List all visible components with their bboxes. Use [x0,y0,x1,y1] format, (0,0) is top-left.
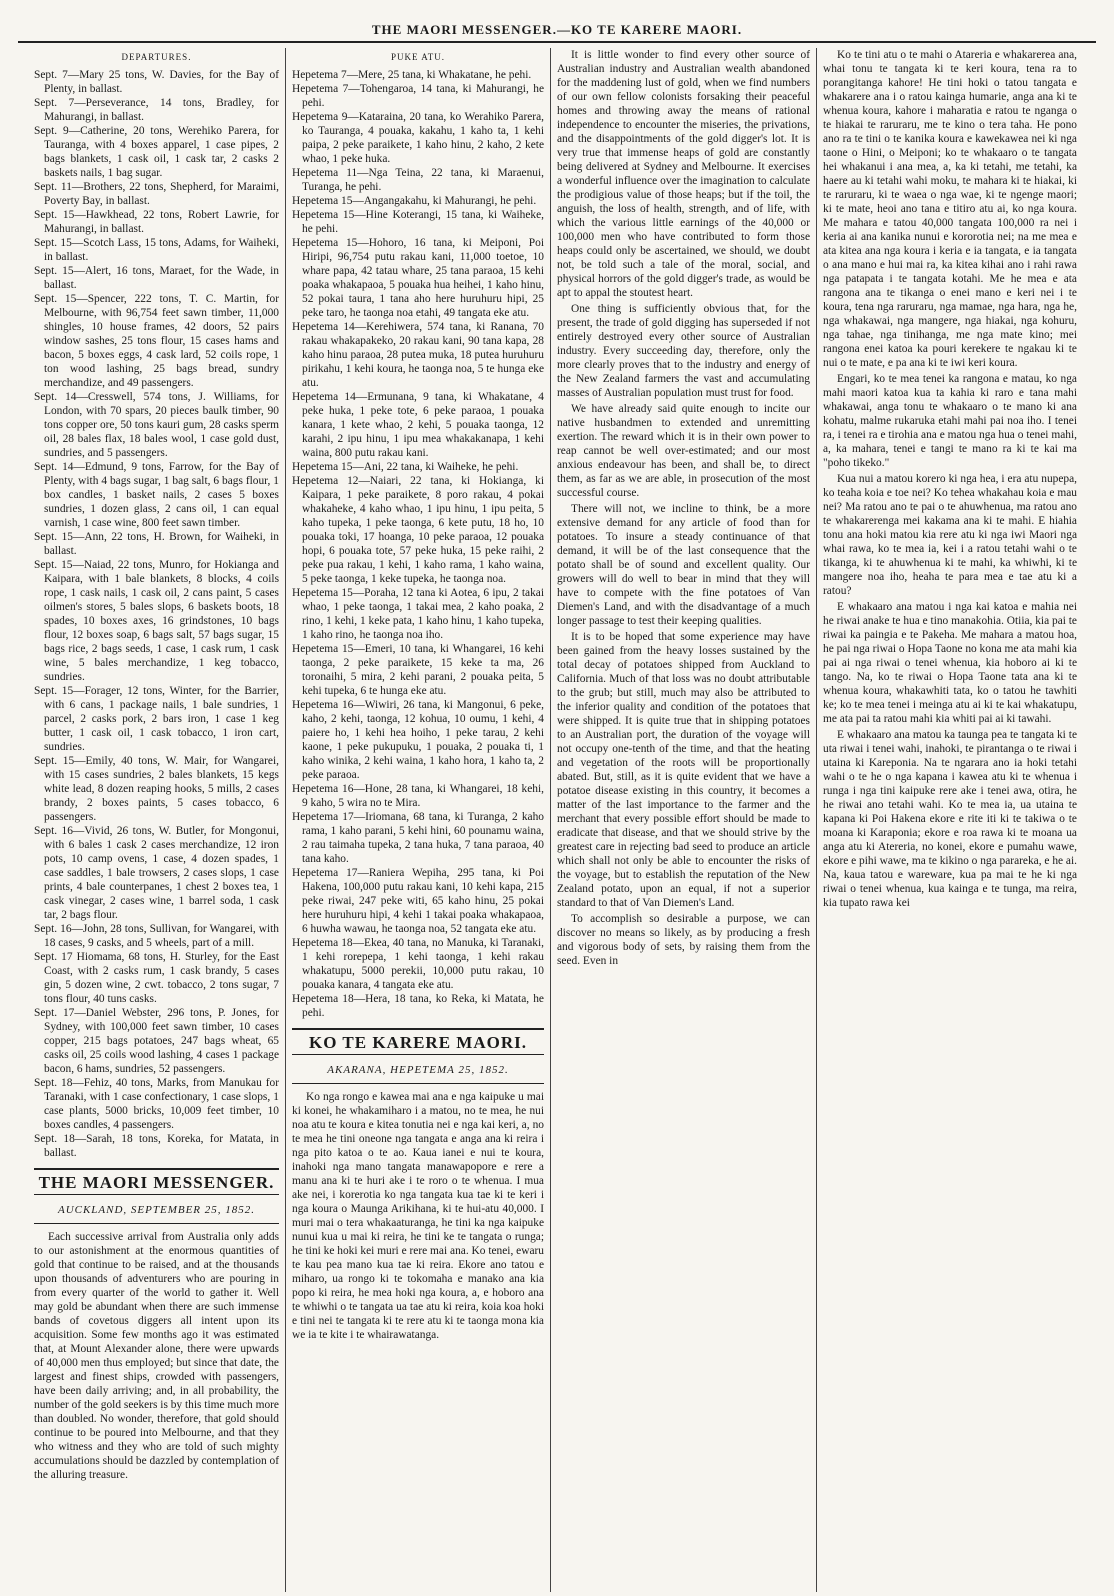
english-paragraph: To accomplish so desirable a purpose, we can discover no means so likely, as by producing a fresh and vigorous body of sets, by raising them from the seed. Even in [557,913,810,967]
shipping-entry: Sept. 18—Fehiz, 40 tons, Marks, from Manukau for Taranaki, with 1 case confectionary, 1 case slops, 1 case plants, 5000 bricks, 10,009 feet timber, 10 boxes candles, 4 passengers. [34,1077,279,1131]
shipping-entry: Hepetema 17—Iriomana, 68 tana, ki Turanga, 2 kaho rama, 1 kaho parani, 5 kehi hini, 60 pounamu waina, 2 rau taimaha tupeka, 2 tana huka, 7 tana paraoa, 40 tana kaho. [292,811,544,865]
english-paragraph: Each successive arrival from Australia only adds to our astonishment at the enormous quantities of gold that continue to be raised, and at the thousands upon thousands of adventurers who are pouring in from every quarter of the world to gather it. Well may gold be abundant when there are such immense bands of covetous diggers all intent upon its acquisition. Some few months ago it was estimated that, at Mount Alexander alone, there were upwards of 40,000 men thus employed; but since that date, the largest and finest ships, crowded with passengers, have been daily arriving; and, in all probability, the number of the gold seekers is by this time much more than doubled. No wonder, therefore, that gold should continue to be poured into Melbourne, and that they who witness and they who are told of such mighty accumulations should be dazzled by contemplation of the alluring treasure. [34,1231,279,1481]
shipping-entry: Sept. 15—Spencer, 222 tons, T. C. Martin, for Melbourne, with 96,754 feet sawn timber, 11,000 shingles, 10 house frames, 42 doors, 52 pairs window sashes, 25 tons flour, 15 cases hams and bacon, 5 boxes eggs, 4 cask lard, 52 coils rope, 1 ton wood lashing, 25 bags bread, sundry merchandize, and 49 passengers. [34,293,279,389]
column-1 [28,48,286,1592]
shipping-entry: Hepetema 12—Naiari, 22 tana, ki Hokianga, ki Kaipara, 1 peke paraikete, 8 poro rakau, 4 pokai whakaheke, 4 kaho whao, 1 ipu hinu, 1 ipu peita, 5 kaho tupeka, 1 peke taonga, 6 kete putu, 18 ho, 10 pouaka toki, 17 hoanga, 10 peke paraoa, 12 pouaka hopi, 6 pouaka tote, 57 peke huka, 15 peke raihi, 2 peke pua rakau, 1 kehi, 1 kaho rama, 1 kaho waina, 5 peke taonga, 1 keke tupeka, he taonga noa. [292,475,544,585]
english-paragraph: One thing is sufficiently obvious that, for the present, the trade of gold digging has superseded if not entirely destroyed every other source of Australian industry. Every succeeding day, therefore, only the more clearly proves that to the industry and energy of the New Zealand farmers the vast and accumulating masses of Australian population must trust for food. [557,303,810,399]
shipping-entry: Sept. 15—Forager, 12 tons, Winter, for the Barrier, with 6 cans, 1 package nails, 1 bale sundries, 1 parcel, 2 casks pork, 2 bars iron, 1 case 1 keg butter, 1 cask oil, 1 cask tobacco, 1 iron cart, sundries. [34,685,279,753]
maori-paragraph: E whakaaro ana matou i nga kai katoa e mahia nei he riwai anake te hua e tino manakohia. Otiia, kia pai te riwai ka paingia e te Pakeha. Me mahara a matou hoa, he pai nga riwai o Hopa Taone no kona me ata mahi kia pai ai nga riwai o tenei whenua, kia hoboro ai ki te tango. Na, ko te riwai o Hopa Taone tata ana ki te whenua koura, whakawhiti tata, ko o tatou he tawhiti ke; ko te mea tenei i meinga atu ai ki te kai whakatupu, me ata pai ta ratou mahi kia whiti pai ai ki tawahi. [823,601,1077,725]
shipping-entry: Hepetema 15—Emeri, 10 tana, ki Whangarei, 16 kehi taonga, 2 peke paraikete, 15 keke ta ma, 26 toronaihi, 5 mira, 2 kehi parani, 2 pouaka peita, 5 kehi tupeka, 6 te hunga eke atu. [292,643,544,697]
shipping-entry: Hepetema 15—Poraha, 12 tana ki Aotea, 6 ipu, 2 takai whao, 1 peke taonga, 1 takai mea, 2 kaho poaka, 2 rino, 1 kehi, 1 keke pata, 1 kaho hinu, 1 kaho tupeka, 1 kaho rino, he taonga noa iho. [292,587,544,641]
maori-paragraph: Kua nui a matou korero ki nga hea, i era atu nupepa, ko teaha koia e toe nei? Ko tehea whakahau koia e mau nei? Ma ratou ano te pai o te ahuwhenua, ma ratou ano te whakarerenga mei kakama ana ki te mahi. E hiahia tonu ana hoki matou kia rere atu ki nga iwi Maori nga whai rawa, ko te mea ia, kei i a ratou tetahi wahi o te tikanga, ki te ahuwhenua ki te mahi, ka whiwhi, ki te mangere noa iho, heaha te para mea e tae atu ki a ratou? [823,473,1077,597]
maori-masthead: KO TE KARERE MAORI. [309,1033,527,1052]
english-dateline: AUCKLAND, SEPTEMBER 25, 1852. [34,1195,279,1224]
shipping-entry: Sept. 7—Perseverance, 14 tons, Bradley, for Mahurangi, in ballast. [34,97,279,123]
shipping-entry: Sept. 17—Daniel Webster, 296 tons, P. Jones, for Sydney, with 100,000 feet sawn timber, 10 cases copper, 215 bags potatoes, 247 bags wheat, 65 casks oil, 25 coils wood lashing, 4 cases 1 package bacon, 6 hams, sundries, 52 passengers. [34,1007,279,1075]
shipping-entry: Hepetema 15—Hohoro, 16 tana, ki Meiponi, Poi Hiripi, 96,754 putu rakau kani, 11,000 toetoe, 10 whare papa, 42 tatau whare, 25 tana paraoa, 15 kehi poaka whakapaoa, 5 pouaka hua heihei, 1 kaho hinu, 52 pokai taura, 1 tana aho here huruhuru hipi, 25 peke taro, he taonga noa etahi, 49 tangata eke atu. [292,237,544,319]
shipping-entry: Hepetema 7—Mere, 25 tana, ki Whakatane, he pehi. [292,69,532,81]
shipping-entry: Sept. 17 Hiomama, 68 tons, H. Sturley, for the East Coast, with 2 casks rum, 1 cask brandy, 5 cases gin, 5 dozen wine, 2 cwt. tobacco, 2 tons sugar, 7 tons flour, 40 tuns casks. [34,951,279,1005]
shipping-entry: Hepetema 17—Raniera Wepiha, 295 tana, ki Poi Hakena, 100,000 putu rakau kani, 10 kehi kapa, 215 peke riwai, 247 peke witi, 65 kaho hinu, 25 pokai here huruhuru hipi, 4 kehi 1 takai poaka whakapaoa, 6 huwha wawau, he taonga noa, 52 tangata eke atu. [292,867,544,935]
shipping-entry: Sept. 15—Scotch Lass, 15 tons, Adams, for Waiheki, in ballast. [34,237,279,263]
shipping-entry: Sept. 15—Emily, 40 tons, W. Mair, for Wangarei, with 15 cases sundries, 2 bales blankets, 15 kegs white lead, 8 dozen reaping hooks, 5 mills, 2 cases brandy, 2 boxes paints, 5 cases tobacco, 6 passengers. [34,755,279,823]
shipping-entry: Sept. 16—John, 28 tons, Sullivan, for Wangarei, with 18 cases, 9 casks, and 5 wheels, part of a mill. [34,923,279,949]
columns [28,48,1096,1592]
english-masthead-box [34,1168,279,1195]
shipping-entry: Hepetema 16—Hone, 28 tana, ki Whangarei, 18 kehi, 9 kaho, 5 wira no te Mira. [292,783,544,809]
shipping-entry: Sept. 7—Mary 25 tons, W. Davies, for the Bay of Plenty, in ballast. [34,69,279,95]
shipping-entry: Sept. 15—Naiad, 22 tons, Munro, for Hokianga and Kaipara, with 1 bale blankets, 8 blocks, 4 coils rope, 1 cask nails, 1 cask oil, 2 cans paint, 5 cases oilmen's stores, 5 bales slops, 6 baskets boots, 18 spades, 10 boxes axes, 16 grindstones, 10 bags flour, 12 boxes soap, 6 bags salt, 57 bags sugar, 15 bags rice, 2 bags seeds, 1 case, 1 cask rum, 1 cask wine, 5 bales merchandize, 1 keg tobacco, sundries. [34,559,279,683]
shipping-entry: Hepetema 16—Wiwiri, 26 tana, ki Mangonui, 6 peke, kaho, 2 kehi, taonga, 12 kohua, 10 oumu, 1 kehi, 4 paiere ho, 1 kehi hea hoiho, 1 peke tarau, 2 kehi kaone, 1 peke pukupuku, 1 pouaka, 2 pouaka ti, 1 kaho winika, 2 kehi waina, 1 kaho hora, 1 kaho ta, 2 peke paraoa. [292,699,544,781]
shipping-entry: Sept. 16—Vivid, 26 tons, W. Butler, for Mongonui, with 6 bales 1 cask 2 cases merchandize, 12 iron pots, 10 camp ovens, 1 case, 4 dozen spades, 1 case saddles, 1 bale trowsers, 2 cases slops, 1 case prints, 4 bale counterpanes, 1 chest 2 boxes tea, 1 cask vinegar, 2 cases wine, 1 barrel soda, 1 cask tar, 2 bags flour. [34,825,279,921]
shipping-entry: Hepetema 9—Kataraina, 20 tana, ko Werahiko Parera, ko Tauranga, 4 pouaka, kakahu, 1 kaho ta, 1 kehi paipa, 2 peke paraikete, 1 kaho hinu, 2 kaho, 2 kete whao, 1 peke huka. [292,111,544,165]
shipping-entry: Hepetema 15—Angangakahu, ki Mahurangi, he pehi. [292,195,537,207]
shipping-entry: Sept. 18—Sarah, 18 tons, Koreka, for Matata, in ballast. [34,1133,279,1159]
shipping-entry: Sept. 15—Alert, 16 tons, Maraet, for the Wade, in ballast. [34,265,279,291]
shipping-entry: Sept. 14—Edmund, 9 tons, Farrow, for the Bay of Plenty, with 4 bags sugar, 1 bag salt, 6 bags flour, 1 box candles, 1 basket nails, 2 cases 5 boxes sundries, 1 dozen glass, 2 cans oil, 1 can equal varnish, 1 case wine, 800 feet sawn timber. [34,461,279,529]
shipping-entry: Sept. 15—Ann, 22 tons, H. Brown, for Waiheki, in ballast. [34,531,279,557]
column-3 [551,48,817,1592]
shipping-entry: Hepetema 18—Ekea, 40 tana, no Manuka, ki Taranaki, 1 kehi rorepepa, 1 kehi taonga, 1 kehi rakau whakatupu, 5000 perekii, 10,000 putu rakau, 10 pouaka kanara, 4 tangata eke atu. [292,937,544,991]
departures-list [34,68,279,1160]
shipping-entry: Hepetema 15—Ani, 22 tana, ki Waiheke, he pehi. [292,461,519,473]
column-4 [817,48,1083,1592]
english-paragraph: There will not, we incline to think, be a more extensive demand for any article of food than for potatoes. To insure a steady continuance of that demand, it will be of the last consequence that the potato shall be of sound and excellent quality. Our growers will do well to bear in mind that they will have to compete with the fine potatoes of Van Diemen's Land, and with the disadvantage of a much longer passage to test their keeping qualities. [557,503,810,627]
puke-atu-list [292,68,544,1020]
shipping-entry: Hepetema 18—Hera, 18 tana, ko Reka, ki Matata, he pehi. [292,993,544,1019]
english-paragraph: It is little wonder to find every other source of Australian industry and Australian wealth abandoned for the maddening lust of gold, when we find numbers of our own fellow colonists forsaking their peaceful homes and throwing away the means of rational independence to encounter the miseries, the privations, and the disappointments of the gold digger's lot. It is very true that immense heaps of gold are constantly being delivered at Sydney and Melbourne. It exercises a wonderful influence over the imagination to calculate the prodigious value of those heaps; but if the toil, the anguish, the loss of health, strength, and of life, with which the various little earnings of the 40,000 or 100,000 men who have contributed to form those heaps could only be ascertained, we should, we doubt not, be told such a tale of the moral, social, and physical horrors of the gold digger's trade, as would be apt to appal the stoutest heart. [557,49,810,299]
shipping-entry: Hepetema 7—Tohengaroa, 14 tana, ki Mahurangi, he pehi. [292,83,544,109]
maori-dateline: AKARANA, HEPETEMA 25, 1852. [292,1055,544,1084]
maori-paragraph: E whakaaro ana matou ka taunga pea te tangata ki te uta riwai i tenei wahi, inahoki, te pirantanga o te riwai i utaina ki Kareponia. Na te ngarara ano ia hoki tetahi wahi o te he o nga kapana i kawea atu ki te whenua i runga i nga tini kaipuke rere ake i tenei awa, otira, he he riwai ano tetahi wahi. Ko te mea ia, ua utaina te kapana ki Poi Hakena ekore e rite iti ki te takiwa o te moana ki Karaponia; ekore e roa rawa ki te moana ua anga atu ki Atereria, no konei, ekore e pumahu wawe, ekore e pihi wawe, ma te kikino o nga parareka, e he ai. Na, kaua tatou e wareware, kua pa mai te he ki nga riwai o tenei whenua, kua kainga e te tunga, ma reira, kia tupato rawa kei [823,729,1077,909]
english-masthead: THE MAORI MESSENGER. [38,1173,275,1192]
shipping-entry: Hepetema 14—Kerehiwera, 574 tana, ki Ranana, 70 rakau whakapakeko, 20 rakau kani, 90 tana kapa, 28 kaho hinu paraoa, 28 putea muka, 18 putea huruhuru pirikahu, 1 kehi koura, he taonga noa, 5 te hunga eke atu. [292,321,544,389]
shipping-entry: Hepetema 14—Ermunana, 9 tana, ki Whakatane, 4 peke huka, 1 peke tote, 6 peke paraoa, 1 pouaka kanara, 1 kete whao, 2 kehi, 5 pouaka taonga, 12 karahi, 2 ipu hinu, 1 ipu mea whakakanapa, 1 kehi waina, 800 putu rakau kani. [292,391,544,459]
column-2 [286,48,551,1592]
shipping-entry: Sept. 11—Brothers, 22 tons, Shepherd, for Maraimi, Poverty Bay, in ballast. [34,181,279,207]
english-paragraph: It is to be hoped that some experience may have been gained from the heavy losses sustained by the total decay of potatoes shipped from Auckland to California. Much of that loss was no doubt attributable to the grub; but still, much may also be attributed to the inferior quality and condition of the potatoes that were shipped. It is quite true that in shipping potatoes to an Australian port, the duration of the voyage will not occupy one-tenth of the time, and that the heating and vegetation of the roots will be proportionally abated. But, still, as it is quite evident that we have a potatoe disease existing in this country, it becomes a matter of the last importance to the farmer and the merchant that every possible effort should be made to eradicate that disease, and that we should strive by the greatest care in rejecting bad seed to produce an article which shall not only be able to encounter the risks of the voyage, but to establish the reputation of the New Zealand potato, upon an equal, if not a superior standard to that of Van Diemen's Land. [557,631,810,909]
maori-masthead-box [292,1028,544,1055]
shipping-entry: Hepetema 15—Hine Koterangi, 15 tana, ki Waiheke, he pehi. [292,209,544,235]
puke-atu-heading: PUKE ATU. [390,52,445,62]
running-head: THE MAORI MESSENGER.—KO TE KARERE MAORI. [18,0,1096,43]
maori-paragraph: Ko te tini atu o te mahi o Atareria e whakarerea ana, whai tonu te tangata ki te keri koura, tena ra to porangitanga kahore! He tini hoki o tatou tangata e whakarere ana i o ratou kainga humarie, anga ana ki te whenua koura, kahore i maharatia e ratou te nganga o te hiakai te raruraru, me te kino o tera taha. He pono ano ra te tini o te kanika koura e kawekawea nei ki nga taone o Hini, o Meiponi; ko te whakaaro o te tangata hei whakanui i ana mea, a, ka ki tetahi, me tetahi, ka haere au ki tetahi wahi moku, te mahara ki te hiakai, ki te raruraru, ki te waea o nga wae, ki te ngenge maori; ki te mate, heoi ano tana e titiro atu ai, ko nga koura. Me mahara e tatou 40,000 tangata 100,000 ra nei i keria ai ana kanika nunui e kororotia nei; na me mea e ata kitea ana nga koura i keria e ia tangata, e ia tangata o ana mano e hui mai ra, ka kitea kihai ano i rahi rawa nga patapata i te tangata kotahi. Me he mea e ata rangona ana te tikanga o enei mano e keri nei i te koura, tena nga raruraru, nga mamae, nga hara, nga he, nga whakawai, nga mangere, nga hiakai, nga kohuru, nga tahae, nga tinihanga, me nga mate kino; mei rangona enei katoa ka pouri kerekere te ngakau ki te nui o te mate, e pa ana ki te iwi keri koura. [823,49,1077,369]
shipping-entry: Hepetema 11—Nga Teina, 22 tana, ki Maraenui, Turanga, he pehi. [292,167,544,193]
shipping-entry: Sept. 9—Catherine, 20 tons, Werehiko Parera, for Tauranga, with 4 boxes apparel, 1 case pipes, 2 bags blankets, 1 cask oil, 1 cask tar, 2 casks 2 baskets nails, 1 bag sugar. [34,125,279,179]
maori-paragraph: Ko nga rongo e kawea mai ana e nga kaipuke u mai ki konei, he whakamiharo i a matou, no te mea, he nui noa atu te koura e kitea tonutia nei e nga kai keri, a, no te mea he tini oneone nga tangata e anga ana ki reira i nga pito katoa o te ao. Kaua ianei e nui te koura, inahoki nga mano tangata manawapopore e rere a manu ana ki te huri ake i te roro o te whenua. I mua ake nei, i korerotia ko nga tangata kua tae ki te keri i nga koura o Maunga Arikihana, ki te hui-atu 40,000. I muri mai o tera whakaaturanga, he tini ka nga kaipuke nunui kua u mai ki reira, he tini ke te tangata o runga; he tini ke hoki kei muri e rere mai ana. Ko tenei, ewaru te kau pea mano kua tae ki reira. Ekore ano tatou e miharo, ua rongo ki te tokomaha e manako ana kia popo ki reira, he mea hoki nga koura, a, e hoboro ana te whiwhi o te tangata ua tae atu ki reira, koia koa hoki e tini nei te tangata ki te rere atu ki te taonga mona kia we ia te kite i te whairawatanga. [292,1091,544,1341]
departures-heading: DEPARTURES. [121,52,192,62]
english-paragraph: We have already said quite enough to incite our native husbandmen to extended and unremitting exertion. The reward which it is in their own power to reap cannot be well over-estimated; and our most anxious endeavour has been, and shall be, to direct them, as far as we are able, in prosecution of the most successful course. [557,403,810,499]
maori-paragraph: Engari, ko te mea tenei ka rangona e matau, ko nga mahi maori katoa kua ta kahia ki raro e tana mahi whakawai, anga tonu te whakaaro o te mano ki ana kohatu, malme rukaruka etahi mahi pai noa iho. I tenei ra, i tenei ra e tirohia ana e matou nga hua o tenei mahi, a, ka mahara, tenei e tangi te mano ra ki te kai ma "poho tikeko." [823,373,1077,469]
shipping-entry: Sept. 14—Cresswell, 574 tons, J. Williams, for London, with 70 spars, 20 pieces baulk timber, 90 tons copper ore, 50 tons kauri gum, 28 casks sperm oil, 28 bales flax, 18 bales wool, 1 case gold dust, sundries, and 5 passengers. [34,391,279,459]
shipping-entry: Sept. 15—Hawkhead, 22 tons, Robert Lawrie, for Mahurangi, in ballast. [34,209,279,235]
